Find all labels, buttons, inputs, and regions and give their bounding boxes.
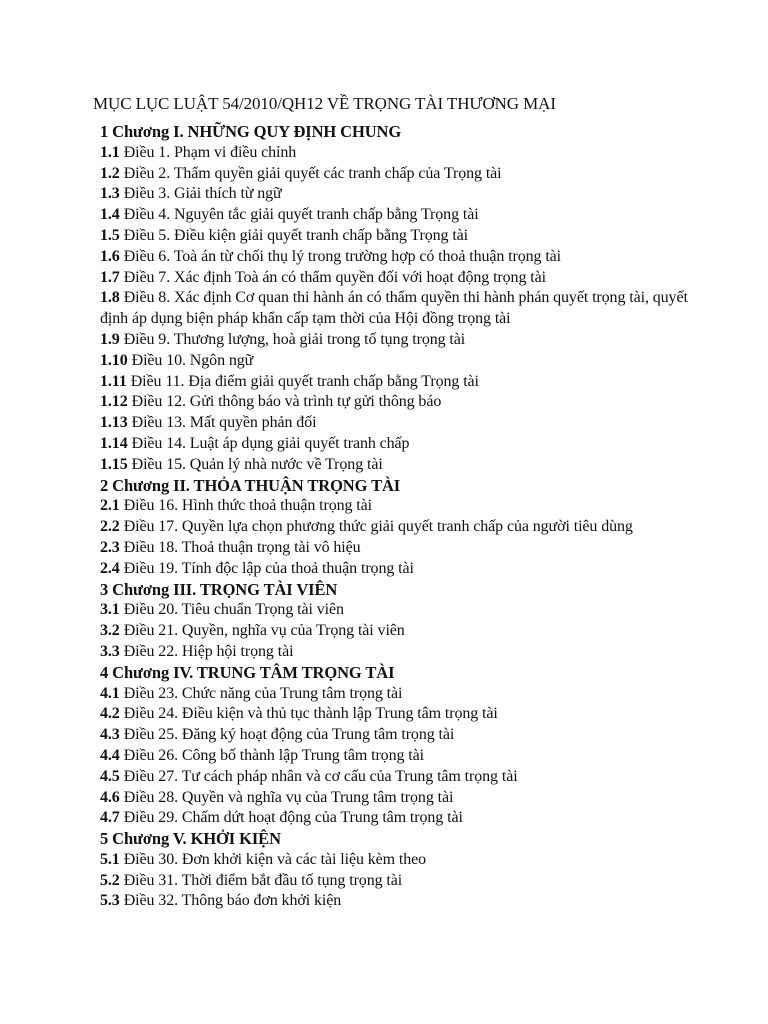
toc-entry-number: 3.1 (100, 601, 120, 619)
toc-entry-number: 5.2 (100, 871, 120, 889)
toc-article-entry (100, 538, 760, 559)
toc-entry-number: 1.3 (100, 185, 120, 203)
toc-entry-text: Chương II. THỎA THUẬN TRỌNG TÀI (112, 475, 401, 495)
toc-entry-text: Điều 6. Toà án từ chối thụ lý trong trường hợp có thoả thuận trọng tài (123, 247, 562, 265)
toc-entry-number: 2 (100, 475, 109, 495)
toc-entry-number: 1.11 (100, 372, 127, 390)
toc-entry-text: Điều 9. Thương lượng, hoà giải trong tố tụng trọng tài (123, 330, 466, 348)
toc-entry-text: Điều 25. Đăng ký hoạt động của Trung tâm trọng tài (123, 726, 455, 744)
toc-entry-number: 1.14 (100, 434, 128, 452)
toc-entry-number: 4.4 (100, 746, 120, 764)
toc-entry-text: Điều 10. Ngôn ngữ (131, 351, 254, 369)
toc-entry-text: Điều 32. Thông báo đơn khởi kiện (123, 892, 342, 910)
toc-entry-number: 5.1 (100, 850, 120, 868)
toc-entry-number: 1.7 (100, 268, 120, 286)
toc-entry-text: Điều 31. Thời điểm bắt đầu tố tụng trọng tài (123, 871, 403, 889)
toc-chapter-entry (100, 580, 760, 601)
toc-article-entry (100, 247, 760, 268)
document-title: MỤC LỤC LUẬT 54/2010/QH12 VỀ TRỌNG TÀI THƯƠNG MẠI (93, 94, 556, 113)
toc-article-entry (100, 871, 760, 892)
toc-entry-text: Điều 14. Luật áp dụng giải quyết tranh chấp (131, 434, 410, 452)
toc-article-entry (100, 351, 760, 372)
toc-entry-number: 3 (100, 579, 109, 599)
toc-entry-text: Điều 21. Quyền, nghĩa vụ của Trọng tài viên (123, 622, 405, 640)
toc-article-entry (100, 268, 760, 289)
toc-entry-number: 1.13 (100, 414, 128, 432)
toc-entry-text: Điều 30. Đơn khởi kiện và các tài liệu kèm theo (123, 850, 427, 868)
toc-entry-text: Điều 2. Thẩm quyền giải quyết các tranh chấp của Trọng tài (123, 164, 502, 182)
toc-entry-text: Điều 29. Chấm dứt hoạt động của Trung tâm trọng tài (123, 809, 463, 827)
toc-entry-number: 1.6 (100, 247, 120, 265)
toc-article-entry (100, 891, 760, 912)
toc-entry-number: 5 (100, 829, 109, 849)
toc-entry-text: Điều 26. Công bố thành lập Trung tâm trọng tài (123, 746, 424, 764)
toc-entry-text: Điều 12. Gửi thông báo và trình tự gửi thông báo (131, 393, 442, 411)
toc-entry-text: Điều 5. Điều kiện giải quyết tranh chấp bằng Trọng tài (123, 226, 469, 244)
table-of-contents (100, 122, 760, 912)
toc-entry-text: Điều 8. Xác định Cơ quan thi hành án có thẩm quyền thi hành phán quyết trọng tài, quyết (123, 289, 688, 307)
toc-entry-number: 2.1 (100, 497, 120, 515)
toc-article-entry (100, 434, 760, 455)
toc-entry-text: Chương III. TRỌNG TÀI VIÊN (112, 579, 338, 599)
toc-entry-continuation: định áp dụng biện pháp khẩn cấp tạm thời của Hội đồng trọng tài (100, 310, 511, 328)
toc-entry-text: Điều 11. Địa điểm giải quyết tranh chấp bằng Trọng tài (130, 372, 479, 390)
toc-article-entry (100, 496, 760, 517)
toc-article-entry (100, 600, 760, 621)
toc-chapter-entry (100, 663, 760, 684)
toc-entry-text: Điều 22. Hiệp hội trọng tài (123, 642, 294, 660)
toc-article-entry (100, 288, 760, 330)
toc-entry-text: Điều 4. Nguyên tắc giải quyết tranh chấp bằng Trọng tài (123, 206, 479, 224)
toc-article-entry (100, 330, 760, 351)
toc-article-entry (100, 704, 760, 725)
toc-article-entry (100, 767, 760, 788)
toc-entry-number: 1.2 (100, 164, 120, 182)
toc-entry-number: 1.12 (100, 393, 128, 411)
toc-entry-number: 2.4 (100, 559, 120, 577)
toc-entry-text: Điều 3. Giải thích từ ngữ (123, 185, 282, 203)
toc-article-entry (100, 392, 760, 413)
toc-entry-text: Điều 28. Quyền và nghĩa vụ của Trung tâm trọng tài (123, 788, 454, 806)
toc-entry-text: Điều 27. Tư cách pháp nhân và cơ cấu của Trung tâm trọng tài (123, 767, 518, 785)
toc-entry-number: 4.7 (100, 809, 120, 827)
toc-entry-text: Chương I. NHỮNG QUY ĐỊNH CHUNG (112, 122, 402, 141)
toc-entry-text: Điều 15. Quản lý nhà nước về Trọng tài (131, 455, 383, 473)
toc-entry-number: 1.15 (100, 455, 128, 473)
toc-article-entry (100, 746, 760, 767)
toc-entry-text: Điều 18. Thoả thuận trọng tài vô hiệu (123, 538, 361, 556)
toc-entry-number: 4.2 (100, 705, 120, 723)
toc-chapter-entry (100, 829, 760, 850)
toc-entry-number: 2.2 (100, 518, 120, 536)
toc-article-entry (100, 413, 760, 434)
toc-article-entry (100, 808, 760, 829)
toc-entry-text: Điều 1. Phạm vi điều chỉnh (123, 143, 297, 161)
toc-article-entry (100, 372, 760, 393)
toc-entry-number: 2.3 (100, 538, 120, 556)
toc-entry-number: 4.5 (100, 767, 120, 785)
toc-entry-text: Điều 13. Mất quyền phản đối (131, 414, 317, 432)
toc-article-entry (100, 517, 760, 538)
toc-article-entry (100, 559, 760, 580)
toc-entry-text: Điều 23. Chức năng của Trung tâm trọng tài (123, 684, 403, 702)
toc-chapter-entry (100, 476, 760, 497)
toc-entry-text: Điều 20. Tiêu chuẩn Trọng tài viên (123, 601, 344, 619)
toc-article-entry (100, 684, 760, 705)
toc-entry-number: 1.9 (100, 330, 120, 348)
toc-entry-text: Điều 17. Quyền lựa chọn phương thức giải quyết tranh chấp của người tiêu dùng (123, 518, 633, 536)
toc-article-entry (100, 226, 760, 247)
toc-entry-number: 1.5 (100, 226, 120, 244)
toc-article-entry (100, 143, 760, 164)
toc-article-entry (100, 205, 760, 226)
toc-entry-number: 1.4 (100, 206, 120, 224)
toc-entry-number: 1.8 (100, 289, 120, 307)
toc-entry-text: Điều 24. Điều kiện và thủ tục thành lập Trung tâm trọng tài (123, 705, 498, 723)
toc-article-entry (100, 642, 760, 663)
toc-entry-number: 1.10 (100, 351, 128, 369)
toc-entry-text: Điều 7. Xác định Toà án có thẩm quyền đối với hoạt động trọng tài (123, 268, 546, 286)
toc-entry-number: 4.3 (100, 726, 120, 744)
toc-article-entry (100, 164, 760, 185)
toc-entry-number: 3.3 (100, 642, 120, 660)
toc-entry-text: Chương IV. TRUNG TÂM TRỌNG TÀI (112, 662, 395, 682)
toc-entry-number: 1 (100, 122, 109, 141)
toc-article-entry (100, 725, 760, 746)
toc-entry-number: 4.1 (100, 684, 120, 702)
toc-article-entry (100, 184, 760, 205)
toc-article-entry (100, 621, 760, 642)
toc-entry-number: 1.1 (100, 143, 120, 161)
toc-entry-text: Chương V. KHỞI KIỆN (112, 829, 281, 849)
toc-article-entry (100, 455, 760, 476)
toc-chapter-entry (100, 122, 760, 143)
toc-entry-number: 4.6 (100, 788, 120, 806)
toc-article-entry (100, 788, 760, 809)
toc-article-entry (100, 850, 760, 871)
toc-entry-number: 4 (100, 662, 109, 682)
toc-entry-number: 5.3 (100, 892, 120, 910)
toc-entry-number: 3.2 (100, 622, 120, 640)
toc-entry-text: Điều 19. Tính độc lập của thoả thuận trọng tài (123, 559, 414, 577)
toc-entry-text: Điều 16. Hình thức thoả thuận trọng tài (123, 497, 372, 515)
